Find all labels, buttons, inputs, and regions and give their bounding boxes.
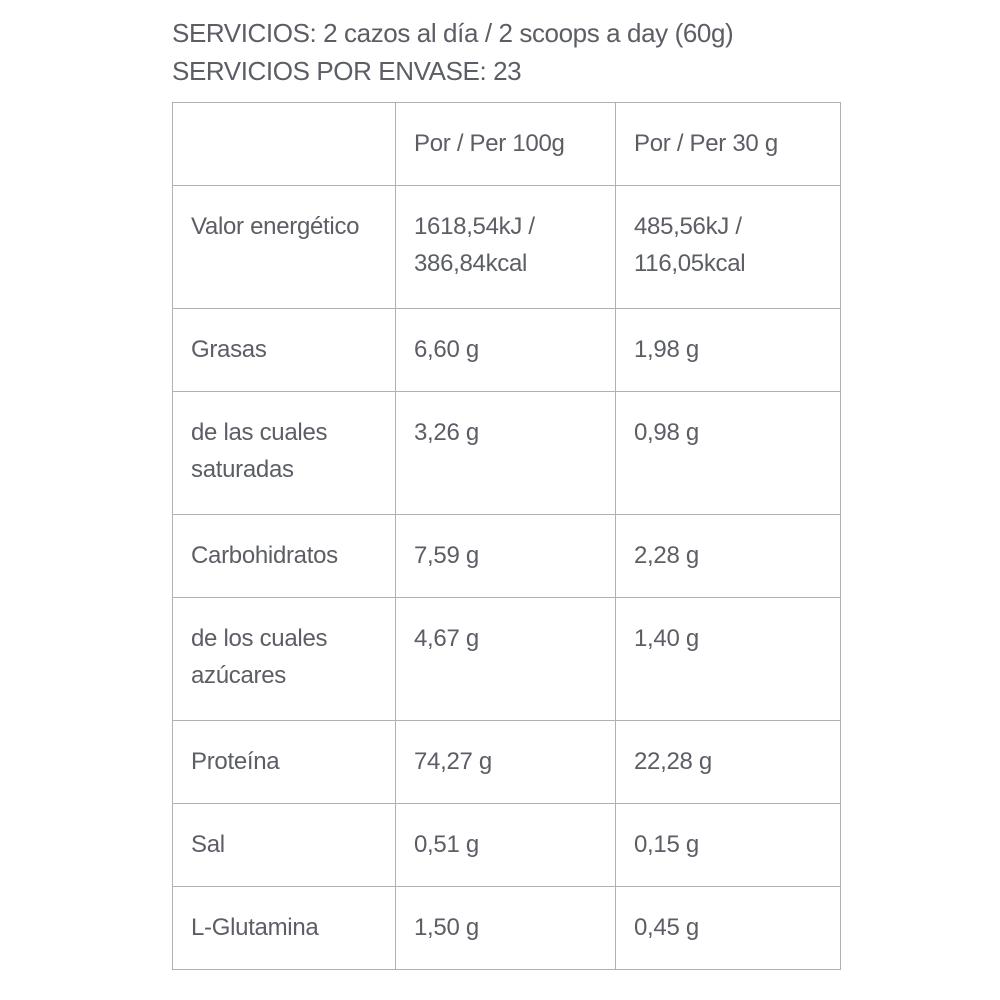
value-per-100g: 3,26 g [396, 392, 616, 515]
table-row-energy [173, 186, 841, 309]
col-header-per-30g: Por / Per 30 g [616, 103, 841, 186]
value-per-30g: 0,15 g [616, 804, 841, 887]
value-per-30g: 2,28 g [616, 515, 841, 598]
table-row-protein [173, 721, 841, 804]
servings-line: SERVICIOS: 2 cazos al día / 2 scoops a day (60g) [172, 18, 734, 48]
col-header-per-100g: Por / Per 100g [396, 103, 616, 186]
row-label: Grasas [173, 309, 396, 392]
servings-header [172, 14, 842, 90]
row-label: Sal [173, 804, 396, 887]
col-header-empty [173, 103, 396, 186]
table-row-l-glutamine [173, 887, 841, 970]
table-row-salt [173, 804, 841, 887]
table-row-carbohydrates [173, 515, 841, 598]
value-per-100g: 74,27 g [396, 721, 616, 804]
nutrition-table [172, 102, 841, 970]
value-per-100g: 7,59 g [396, 515, 616, 598]
servings-per-container-line: SERVICIOS POR ENVASE: 23 [172, 56, 522, 86]
value-per-100g: 1618,54kJ / 386,84kcal [396, 186, 616, 309]
row-label: Valor energético [173, 186, 396, 309]
value-per-30g: 485,56kJ / 116,05kcal [616, 186, 841, 309]
row-label: de los cuales azúcares [173, 598, 396, 721]
nutrition-panel [172, 14, 842, 970]
value-per-100g: 1,50 g [396, 887, 616, 970]
row-label: Proteína [173, 721, 396, 804]
value-per-30g: 0,98 g [616, 392, 841, 515]
table-header-row [173, 103, 841, 186]
row-label: L-Glutamina [173, 887, 396, 970]
value-per-30g: 1,40 g [616, 598, 841, 721]
value-per-30g: 1,98 g [616, 309, 841, 392]
value-per-100g: 4,67 g [396, 598, 616, 721]
row-label: de las cuales saturadas [173, 392, 396, 515]
table-row-saturated-fat [173, 392, 841, 515]
value-per-100g: 6,60 g [396, 309, 616, 392]
table-row-fat [173, 309, 841, 392]
value-per-30g: 0,45 g [616, 887, 841, 970]
table-row-sugars [173, 598, 841, 721]
row-label: Carbohidratos [173, 515, 396, 598]
value-per-100g: 0,51 g [396, 804, 616, 887]
value-per-30g: 22,28 g [616, 721, 841, 804]
